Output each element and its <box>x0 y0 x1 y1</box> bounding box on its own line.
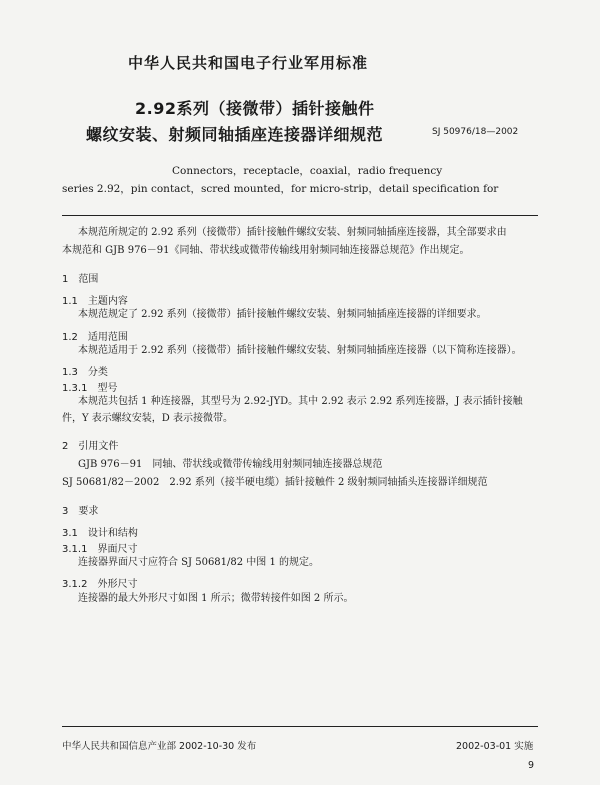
section-1-1-text: 本规范规定了 2.92 系列（接微带）插针接触件螺纹安装、射频同轴插座连接器的详细要求。 <box>78 309 487 320</box>
page-number: 9 <box>528 760 535 771</box>
header-divider <box>62 215 538 216</box>
title-line-1: 2.92系列（接微带）插针接触件 <box>135 99 375 118</box>
intro-line-1: 本规范所规定的 2.92 系列（接微带）插针接触件螺纹安装、射频同轴插座连接器，其全部要求由 <box>78 227 507 238</box>
section-3-1-1-text: 连接器界面尺寸应符合 SJ 50681/82 中图 1 的规定。 <box>78 557 320 568</box>
section-1-3-1-heading: 1.3.1 型号 <box>62 383 118 394</box>
footer-divider <box>62 726 538 727</box>
section-1-3-1-line-1: 本规范共包括 1 种连接器，其型号为 2.92-JYD。其中 2.92 表示 2.92 系列连接器，J 表示插针接触 <box>78 396 523 407</box>
issue-date: 中华人民共和国信息产业部 2002-10-30 发布 <box>62 741 257 752</box>
section-3-1-2-heading: 3.1.2 外形尺寸 <box>62 579 138 590</box>
section-1-3-1-line-2: 件，Y 表示螺纹安装，D 表示接微带。 <box>62 413 233 424</box>
section-3-1-2-text: 连接器的最大外形尺寸如图 1 所示；微带转接件如图 2 所示。 <box>78 593 354 604</box>
reference-2: SJ 50681/82－2002 2.92 系列（接半硬电缆）插针接触件 2 级射频同轴插头连接器详细规范 <box>62 477 488 488</box>
section-1-2-heading: 1.2 适用范围 <box>62 332 128 343</box>
section-1-1-heading: 1.1 主题内容 <box>62 296 128 307</box>
section-3-1-heading: 3.1 设计和结构 <box>62 528 138 539</box>
section-2-heading: 2 引用文件 <box>62 441 119 452</box>
title-line-2: 螺纹安装、射频同轴插座连接器详细规范 <box>86 125 384 144</box>
standard-number: SJ 50976/18—2002 <box>432 127 519 137</box>
english-title-line-2: series 2.92，pin contact，scred mounted，for micro-strip，detail specification for <box>62 183 499 195</box>
effective-date: 2002-03-01 实施 <box>456 741 534 752</box>
section-1-3-heading: 1.3 分类 <box>62 367 108 378</box>
reference-1: GJB 976－91 同轴、带状线或微带传输线用射频同轴连接器总规范 <box>78 459 383 470</box>
section-1-heading: 1 范围 <box>62 274 99 285</box>
section-3-1-1-heading: 3.1.1 界面尺寸 <box>62 544 138 555</box>
english-title-line-1: Connectors，receptacle，coaxial，radio frequency <box>172 165 443 177</box>
intro-line-2: 本规范和 GJB 976－91《同轴、带状线或微带传输线用射频同轴连接器总规范》作出规定。 <box>62 245 470 256</box>
section-1-2-text: 本规范适用于 2.92 系列（接微带）插针接触件螺纹安装、射频同轴插座连接器（以下简称连接器）。 <box>78 345 522 356</box>
standard-org-header: 中华人民共和国电子行业军用标准 <box>128 54 369 72</box>
section-3-heading: 3 要求 <box>62 506 99 517</box>
